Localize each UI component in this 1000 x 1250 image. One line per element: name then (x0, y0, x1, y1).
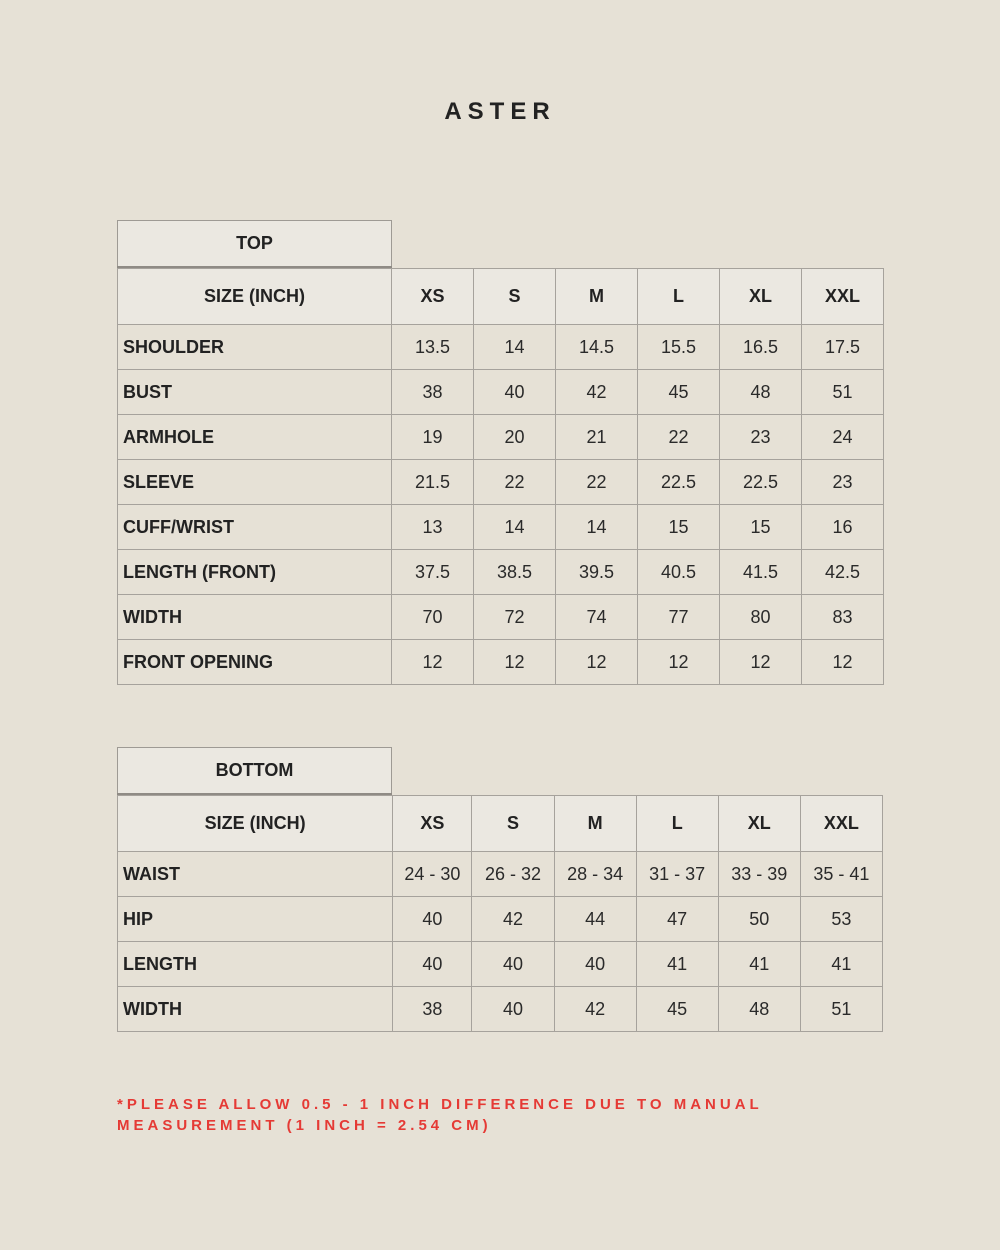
measurement-value: 41.5 (720, 550, 802, 595)
measurement-value: 45 (638, 370, 720, 415)
measurement-value: 28 - 34 (554, 852, 636, 897)
table-row (118, 325, 884, 370)
table-row (118, 415, 884, 460)
measurement-value: 40 (393, 942, 472, 987)
measurement-value: 45 (636, 987, 718, 1032)
measurement-value: 14 (474, 505, 556, 550)
measurement-value: 44 (554, 897, 636, 942)
bottom-size-table (117, 795, 883, 1032)
measurement-value: 24 (802, 415, 884, 460)
table-row (118, 460, 884, 505)
size-header-l: L (636, 796, 718, 852)
measurement-value: 19 (392, 415, 474, 460)
measurement-value: 83 (802, 595, 884, 640)
measurement-value: 24 - 30 (393, 852, 472, 897)
measurement-value: 38 (392, 370, 474, 415)
measurement-label: LENGTH (118, 942, 393, 987)
measurement-value: 51 (800, 987, 882, 1032)
measurement-label: WAIST (118, 852, 393, 897)
top-size-section (117, 220, 883, 685)
size-header-xxl: XXL (802, 269, 884, 325)
bottom-size-section (117, 747, 883, 1032)
measurement-value: 31 - 37 (636, 852, 718, 897)
measurement-label: HIP (118, 897, 393, 942)
size-header-xs: XS (393, 796, 472, 852)
size-header-s: S (472, 796, 554, 852)
top-header-row (118, 269, 884, 325)
measurement-value: 14 (474, 325, 556, 370)
measurement-value: 22 (474, 460, 556, 505)
table-row (118, 987, 883, 1032)
measurement-label: BUST (118, 370, 392, 415)
measurement-value: 12 (638, 640, 720, 685)
measurement-value: 74 (556, 595, 638, 640)
measurement-note (117, 1094, 817, 1136)
table-row (118, 595, 884, 640)
size-header-xl: XL (720, 269, 802, 325)
table-row (118, 640, 884, 685)
measurement-value: 15 (720, 505, 802, 550)
measurement-value: 40 (474, 370, 556, 415)
measurement-value: 14.5 (556, 325, 638, 370)
size-header-m: M (556, 269, 638, 325)
table-row (118, 942, 883, 987)
bottom-tab: BOTTOM (117, 747, 392, 793)
measurement-value: 77 (638, 595, 720, 640)
top-tab: TOP (117, 220, 392, 266)
measurement-value: 41 (800, 942, 882, 987)
bottom-header-row (118, 796, 883, 852)
size-unit-header: SIZE (INCH) (118, 269, 392, 325)
brand-title: ASTER (444, 98, 556, 125)
measurement-label: WIDTH (118, 595, 392, 640)
table-row (118, 505, 884, 550)
measurement-value: 22.5 (638, 460, 720, 505)
measurement-value: 13.5 (392, 325, 474, 370)
measurement-value: 33 - 39 (718, 852, 800, 897)
measurement-value: 47 (636, 897, 718, 942)
measurement-value: 80 (720, 595, 802, 640)
table-row (118, 550, 884, 595)
measurement-value: 20 (474, 415, 556, 460)
note-line-2: MEASUREMENT (1 INCH = 2.54 CM) (117, 1117, 492, 1134)
measurement-value: 22 (556, 460, 638, 505)
measurement-value: 12 (720, 640, 802, 685)
measurement-value: 12 (556, 640, 638, 685)
measurement-value: 50 (718, 897, 800, 942)
measurement-value: 42 (556, 370, 638, 415)
measurement-value: 38.5 (474, 550, 556, 595)
measurement-value: 42 (472, 897, 554, 942)
measurement-value: 40.5 (638, 550, 720, 595)
note-line-1: *PLEASE ALLOW 0.5 - 1 INCH DIFFERENCE DUE TO MANUAL (117, 1096, 763, 1113)
measurement-value: 41 (718, 942, 800, 987)
measurement-label: SHOULDER (118, 325, 392, 370)
measurement-value: 38 (393, 987, 472, 1032)
measurement-value: 70 (392, 595, 474, 640)
measurement-value: 21.5 (392, 460, 474, 505)
size-header-s: S (474, 269, 556, 325)
measurement-value: 42.5 (802, 550, 884, 595)
measurement-value: 15 (638, 505, 720, 550)
measurement-value: 22.5 (720, 460, 802, 505)
measurement-value: 72 (474, 595, 556, 640)
table-row (118, 897, 883, 942)
measurement-value: 48 (718, 987, 800, 1032)
size-header-xl: XL (718, 796, 800, 852)
measurement-value: 40 (554, 942, 636, 987)
measurement-label: ARMHOLE (118, 415, 392, 460)
measurement-value: 48 (720, 370, 802, 415)
measurement-value: 13 (392, 505, 474, 550)
measurement-label: FRONT OPENING (118, 640, 392, 685)
measurement-value: 12 (474, 640, 556, 685)
measurement-value: 37.5 (392, 550, 474, 595)
table-row (118, 852, 883, 897)
measurement-value: 40 (472, 987, 554, 1032)
table-row (118, 370, 884, 415)
measurement-value: 53 (800, 897, 882, 942)
measurement-value: 17.5 (802, 325, 884, 370)
measurement-value: 16.5 (720, 325, 802, 370)
measurement-value: 12 (802, 640, 884, 685)
measurement-label: SLEEVE (118, 460, 392, 505)
measurement-value: 40 (472, 942, 554, 987)
measurement-label: CUFF/WRIST (118, 505, 392, 550)
size-header-xs: XS (392, 269, 474, 325)
measurement-label: WIDTH (118, 987, 393, 1032)
measurement-label: LENGTH (FRONT) (118, 550, 392, 595)
measurement-value: 21 (556, 415, 638, 460)
size-header-m: M (554, 796, 636, 852)
measurement-value: 41 (636, 942, 718, 987)
measurement-value: 40 (393, 897, 472, 942)
measurement-value: 26 - 32 (472, 852, 554, 897)
measurement-value: 35 - 41 (800, 852, 882, 897)
size-header-l: L (638, 269, 720, 325)
measurement-value: 15.5 (638, 325, 720, 370)
measurement-value: 51 (802, 370, 884, 415)
measurement-value: 39.5 (556, 550, 638, 595)
measurement-value: 12 (392, 640, 474, 685)
measurement-value: 23 (720, 415, 802, 460)
measurement-value: 14 (556, 505, 638, 550)
measurement-value: 42 (554, 987, 636, 1032)
measurement-value: 22 (638, 415, 720, 460)
measurement-value: 16 (802, 505, 884, 550)
size-header-xxl: XXL (800, 796, 882, 852)
top-size-table (117, 268, 884, 685)
measurement-value: 23 (802, 460, 884, 505)
size-unit-header: SIZE (INCH) (118, 796, 393, 852)
